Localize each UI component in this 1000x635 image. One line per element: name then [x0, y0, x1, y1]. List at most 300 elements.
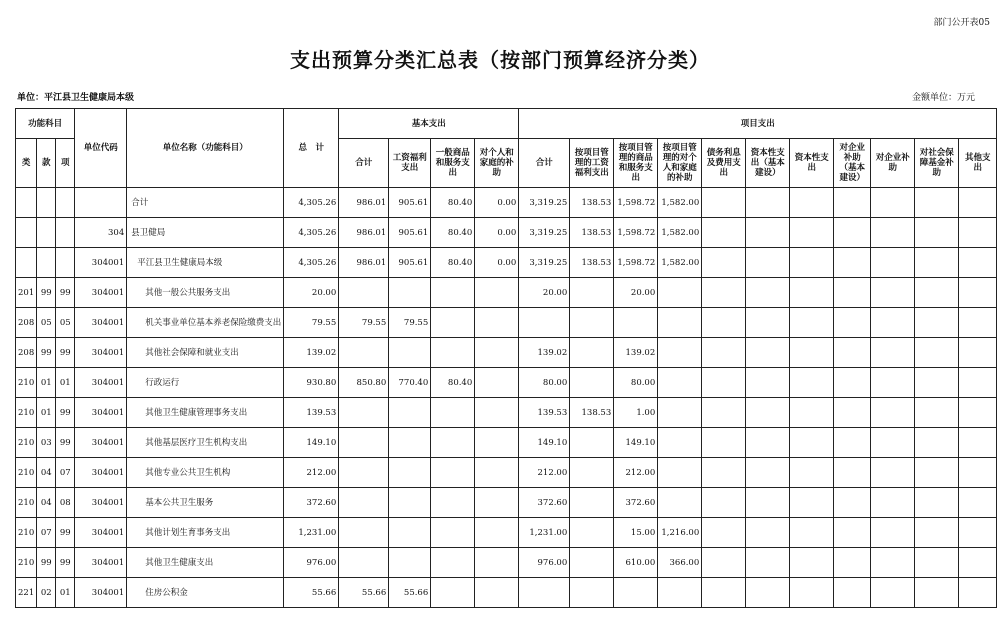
- table-row: [16, 458, 997, 488]
- kuan-cell: 99: [37, 548, 56, 578]
- func-subject-header: 功能科目: [16, 109, 75, 139]
- subsidy-cell: [475, 278, 519, 308]
- total-cell: 212.00: [284, 458, 339, 488]
- empty-cell: [871, 578, 915, 608]
- unit-code-cell: 304: [75, 218, 127, 248]
- xiang-header: 项: [56, 139, 75, 188]
- kuan-cell: 04: [37, 458, 56, 488]
- total-cell: 372.60: [284, 488, 339, 518]
- project-total-header: 合计: [519, 139, 570, 188]
- total-cell: 139.02: [284, 338, 339, 368]
- subsidy-cell: [475, 398, 519, 428]
- unit-name-cell: 机关事业单位基本养老保险缴费支出: [127, 308, 284, 338]
- subsidy-cell: [475, 578, 519, 608]
- empty-cell: [959, 428, 997, 458]
- project-subsidy-cell: [658, 398, 702, 428]
- xiang-cell: [56, 248, 75, 278]
- empty-cell: [959, 398, 997, 428]
- empty-cell: [746, 458, 790, 488]
- unit-code-cell: [75, 188, 127, 218]
- subsidy-cell: 0.00: [475, 218, 519, 248]
- table-row: [16, 518, 997, 548]
- kuan-cell: 03: [37, 428, 56, 458]
- subsidy-cell: 0.00: [475, 248, 519, 278]
- unit-code-cell: 304001: [75, 278, 127, 308]
- empty-cell: [959, 458, 997, 488]
- basic-total-cell: [339, 488, 389, 518]
- project-subsidy-cell: [658, 428, 702, 458]
- basic-total-cell: 850.80: [339, 368, 389, 398]
- table-row: [16, 188, 997, 218]
- xiang-cell: 99: [56, 548, 75, 578]
- lei-cell: 201: [16, 278, 37, 308]
- unit-code-cell: 304001: [75, 458, 127, 488]
- empty-cell: [746, 308, 790, 338]
- empty-cell: [959, 488, 997, 518]
- project-wage-cell: 138.53: [570, 188, 614, 218]
- empty-cell: [834, 248, 871, 278]
- goods-cell: [431, 338, 475, 368]
- unit-code-cell: 304001: [75, 578, 127, 608]
- empty-cell: [790, 338, 834, 368]
- goods-cell: [431, 518, 475, 548]
- project-goods-cell: [614, 578, 658, 608]
- lei-header: 类: [16, 139, 37, 188]
- empty-cell: [871, 368, 915, 398]
- empty-cell: [915, 578, 959, 608]
- goods-cell: [431, 278, 475, 308]
- subsidy-cell: [475, 368, 519, 398]
- project-total-cell: 20.00: [519, 278, 570, 308]
- project-subsidy-cell: [658, 458, 702, 488]
- empty-cell: [746, 398, 790, 428]
- wage-cell: [389, 428, 431, 458]
- wage-cell: 55.66: [389, 578, 431, 608]
- project-goods-header: 按项目管理的商品和服务支出: [614, 139, 658, 188]
- empty-cell: [871, 278, 915, 308]
- xiang-cell: 99: [56, 278, 75, 308]
- basic-total-cell: 55.66: [339, 578, 389, 608]
- subsidy-cell: [475, 428, 519, 458]
- unit-code-cell: 304001: [75, 368, 127, 398]
- goods-cell: [431, 398, 475, 428]
- empty-cell: [702, 188, 746, 218]
- empty-cell: [959, 368, 997, 398]
- empty-cell: [834, 518, 871, 548]
- debt-interest-header: 债务利息及费用支出: [702, 139, 746, 188]
- lei-cell: 210: [16, 518, 37, 548]
- unit-code-cell: 304001: [75, 428, 127, 458]
- subsidy-cell: [475, 338, 519, 368]
- capital-basic-header: 资本性支出（基本建设）: [746, 139, 790, 188]
- basic-total-header: 合计: [339, 139, 389, 188]
- project-subsidy-cell: [658, 368, 702, 398]
- enterprise-basic-header: 对企业补助（基本建设）: [834, 139, 871, 188]
- goods-cell: 80.40: [431, 218, 475, 248]
- project-total-cell: 139.53: [519, 398, 570, 428]
- lei-cell: 208: [16, 338, 37, 368]
- goods-cell: 80.40: [431, 188, 475, 218]
- empty-cell: [959, 578, 997, 608]
- empty-cell: [959, 278, 997, 308]
- kuan-cell: 04: [37, 488, 56, 518]
- project-wage-cell: [570, 458, 614, 488]
- basic-total-cell: 986.01: [339, 188, 389, 218]
- kuan-cell: 99: [37, 278, 56, 308]
- empty-cell: [790, 218, 834, 248]
- xiang-cell: [56, 218, 75, 248]
- table-row: [16, 488, 997, 518]
- empty-cell: [915, 188, 959, 218]
- empty-cell: [702, 398, 746, 428]
- subsidy-cell: [475, 458, 519, 488]
- kuan-cell: [37, 248, 56, 278]
- total-cell: 4,305.26: [284, 248, 339, 278]
- empty-cell: [915, 368, 959, 398]
- project-total-cell: 139.02: [519, 338, 570, 368]
- table-row: [16, 578, 997, 608]
- basic-total-cell: [339, 278, 389, 308]
- empty-cell: [834, 398, 871, 428]
- project-total-cell: 372.60: [519, 488, 570, 518]
- empty-cell: [790, 398, 834, 428]
- empty-cell: [871, 458, 915, 488]
- table-row: [16, 398, 997, 428]
- unit-name-cell: 其他社会保障和就业支出: [127, 338, 284, 368]
- basic-total-cell: [339, 398, 389, 428]
- project-wage-header: 按项目管理的工资福利支出: [570, 139, 614, 188]
- table-row: [16, 308, 997, 338]
- unit-name-cell: 平江县卫生健康局本级: [127, 248, 284, 278]
- empty-cell: [790, 488, 834, 518]
- subsidy-cell: 0.00: [475, 188, 519, 218]
- other-expense-header: 其他支出: [959, 139, 997, 188]
- total-cell: 930.80: [284, 368, 339, 398]
- empty-cell: [959, 218, 997, 248]
- kuan-cell: 01: [37, 368, 56, 398]
- empty-cell: [702, 488, 746, 518]
- basic-total-cell: 986.01: [339, 218, 389, 248]
- empty-cell: [959, 548, 997, 578]
- budget-table: [15, 108, 997, 608]
- project-total-cell: 212.00: [519, 458, 570, 488]
- project-wage-cell: [570, 428, 614, 458]
- lei-cell: 210: [16, 458, 37, 488]
- empty-cell: [834, 428, 871, 458]
- kuan-cell: 05: [37, 308, 56, 338]
- empty-cell: [790, 428, 834, 458]
- empty-cell: [915, 428, 959, 458]
- lei-cell: [16, 248, 37, 278]
- lei-cell: 210: [16, 398, 37, 428]
- project-subsidy-cell: 1,216.00: [658, 518, 702, 548]
- goods-cell: [431, 578, 475, 608]
- page-title: 支出预算分类汇总表（按部门预算经济分类）: [290, 48, 710, 72]
- empty-cell: [915, 278, 959, 308]
- project-wage-cell: [570, 578, 614, 608]
- project-wage-cell: [570, 488, 614, 518]
- project-wage-cell: 138.53: [570, 398, 614, 428]
- goods-cell: [431, 548, 475, 578]
- unit-code-cell: 304001: [75, 398, 127, 428]
- basic-total-cell: 79.55: [339, 308, 389, 338]
- empty-cell: [871, 188, 915, 218]
- xiang-cell: 07: [56, 458, 75, 488]
- unit-name-cell: 住房公积金: [127, 578, 284, 608]
- empty-cell: [959, 308, 997, 338]
- kuan-cell: 01: [37, 398, 56, 428]
- total-cell: 79.55: [284, 308, 339, 338]
- empty-cell: [871, 338, 915, 368]
- empty-cell: [746, 218, 790, 248]
- empty-cell: [834, 578, 871, 608]
- kuan-header: 款: [37, 139, 56, 188]
- project-subsidy-cell: [658, 278, 702, 308]
- form-number-label: 部门公开表05: [933, 18, 990, 28]
- empty-cell: [871, 218, 915, 248]
- table-row: [16, 338, 997, 368]
- basic-total-cell: 986.01: [339, 248, 389, 278]
- empty-cell: [915, 398, 959, 428]
- empty-cell: [915, 248, 959, 278]
- unit-code-cell: 304001: [75, 548, 127, 578]
- empty-cell: [834, 278, 871, 308]
- unit-name-cell: 其他计划生育事务支出: [127, 518, 284, 548]
- project-wage-cell: [570, 338, 614, 368]
- project-wage-cell: [570, 368, 614, 398]
- xiang-cell: 99: [56, 338, 75, 368]
- total-header: 总 计: [284, 109, 339, 188]
- project-goods-cell: 149.10: [614, 428, 658, 458]
- wage-cell: [389, 488, 431, 518]
- unit-name-cell: 合计: [127, 188, 284, 218]
- goods-cell: [431, 488, 475, 518]
- empty-cell: [871, 248, 915, 278]
- capital-header: 资本性支出: [790, 139, 834, 188]
- basic-total-cell: [339, 428, 389, 458]
- project-total-cell: [519, 308, 570, 338]
- empty-cell: [915, 218, 959, 248]
- xiang-cell: 99: [56, 428, 75, 458]
- project-goods-cell: 1,598.72: [614, 188, 658, 218]
- empty-cell: [746, 278, 790, 308]
- basic-expense-header: 基本支出: [339, 109, 519, 139]
- project-wage-cell: 138.53: [570, 248, 614, 278]
- empty-cell: [790, 308, 834, 338]
- empty-cell: [702, 278, 746, 308]
- project-wage-cell: [570, 278, 614, 308]
- project-subsidy-cell: 366.00: [658, 548, 702, 578]
- basic-total-cell: [339, 518, 389, 548]
- wage-cell: [389, 398, 431, 428]
- basic-total-cell: [339, 548, 389, 578]
- unit-name-cell: 其他卫生健康管理事务支出: [127, 398, 284, 428]
- project-wage-cell: [570, 548, 614, 578]
- project-total-cell: 3,319.25: [519, 188, 570, 218]
- goods-cell: [431, 458, 475, 488]
- wage-header: 工资福利支出: [389, 139, 431, 188]
- empty-cell: [790, 578, 834, 608]
- project-subsidy-cell: [658, 488, 702, 518]
- project-total-cell: 1,231.00: [519, 518, 570, 548]
- wage-cell: 79.55: [389, 308, 431, 338]
- xiang-cell: 99: [56, 518, 75, 548]
- project-goods-cell: [614, 308, 658, 338]
- unit-code-cell: 304001: [75, 308, 127, 338]
- empty-cell: [915, 488, 959, 518]
- empty-cell: [871, 428, 915, 458]
- xiang-cell: 01: [56, 368, 75, 398]
- wage-cell: 905.61: [389, 188, 431, 218]
- empty-cell: [790, 278, 834, 308]
- empty-cell: [746, 188, 790, 218]
- empty-cell: [746, 518, 790, 548]
- total-cell: 4,305.26: [284, 218, 339, 248]
- kuan-cell: 02: [37, 578, 56, 608]
- project-subsidy-cell: 1,582.00: [658, 218, 702, 248]
- wage-cell: [389, 338, 431, 368]
- project-goods-cell: 20.00: [614, 278, 658, 308]
- empty-cell: [702, 248, 746, 278]
- unit-name-cell: 基本公共卫生服务: [127, 488, 284, 518]
- empty-cell: [746, 338, 790, 368]
- empty-cell: [790, 548, 834, 578]
- lei-cell: 210: [16, 488, 37, 518]
- unit-name-cell: 其他专业公共卫生机构: [127, 458, 284, 488]
- subsidy-cell: [475, 518, 519, 548]
- subsidy-cell: [475, 308, 519, 338]
- empty-cell: [702, 308, 746, 338]
- project-subsidy-cell: [658, 578, 702, 608]
- project-wage-cell: [570, 518, 614, 548]
- empty-cell: [834, 218, 871, 248]
- empty-cell: [746, 248, 790, 278]
- project-goods-cell: 1,598.72: [614, 248, 658, 278]
- empty-cell: [959, 188, 997, 218]
- project-goods-cell: 212.00: [614, 458, 658, 488]
- unit-code-cell: 304001: [75, 248, 127, 278]
- project-total-cell: 3,319.25: [519, 218, 570, 248]
- project-wage-cell: [570, 308, 614, 338]
- unit-name-cell: 其他一般公共服务支出: [127, 278, 284, 308]
- subsidy-header: 对个人和家庭的补助: [475, 139, 519, 188]
- empty-cell: [871, 548, 915, 578]
- wage-cell: [389, 548, 431, 578]
- wage-cell: 770.40: [389, 368, 431, 398]
- empty-cell: [834, 458, 871, 488]
- amount-unit-label: 金额单位：万元: [911, 93, 975, 103]
- empty-cell: [702, 578, 746, 608]
- kuan-cell: [37, 218, 56, 248]
- unit-name-cell: 其他基层医疗卫生机构支出: [127, 428, 284, 458]
- project-goods-cell: 372.60: [614, 488, 658, 518]
- unit-code-cell: 304001: [75, 338, 127, 368]
- wage-cell: [389, 458, 431, 488]
- lei-cell: [16, 188, 37, 218]
- goods-header: 一般商品和服务支出: [431, 139, 475, 188]
- empty-cell: [915, 548, 959, 578]
- table-row: [16, 248, 997, 278]
- project-subsidy-cell: 1,582.00: [658, 248, 702, 278]
- empty-cell: [790, 458, 834, 488]
- empty-cell: [871, 488, 915, 518]
- empty-cell: [746, 368, 790, 398]
- empty-cell: [834, 188, 871, 218]
- empty-cell: [702, 518, 746, 548]
- lei-cell: 210: [16, 548, 37, 578]
- table-row: [16, 218, 997, 248]
- unit-label: 单位：平江县卫生健康局本级: [17, 93, 135, 103]
- unit-name-cell: 行政运行: [127, 368, 284, 398]
- basic-total-cell: [339, 338, 389, 368]
- total-cell: 1,231.00: [284, 518, 339, 548]
- empty-cell: [746, 578, 790, 608]
- empty-cell: [871, 398, 915, 428]
- project-total-cell: [519, 578, 570, 608]
- project-goods-cell: 1,598.72: [614, 218, 658, 248]
- empty-cell: [702, 338, 746, 368]
- project-expense-header: 项目支出: [519, 109, 997, 139]
- kuan-cell: 07: [37, 518, 56, 548]
- project-goods-cell: 139.02: [614, 338, 658, 368]
- enterprise-header: 对企业补助: [871, 139, 915, 188]
- project-total-cell: 149.10: [519, 428, 570, 458]
- xiang-cell: 99: [56, 398, 75, 428]
- basic-total-cell: [339, 458, 389, 488]
- empty-cell: [915, 518, 959, 548]
- lei-cell: 210: [16, 368, 37, 398]
- empty-cell: [790, 368, 834, 398]
- total-cell: 55.66: [284, 578, 339, 608]
- kuan-cell: [37, 188, 56, 218]
- empty-cell: [915, 308, 959, 338]
- lei-cell: 208: [16, 308, 37, 338]
- project-subsidy-cell: [658, 308, 702, 338]
- goods-cell: 80.40: [431, 368, 475, 398]
- project-goods-cell: 610.00: [614, 548, 658, 578]
- total-cell: 4,305.26: [284, 188, 339, 218]
- project-total-cell: 976.00: [519, 548, 570, 578]
- unit-code-cell: 304001: [75, 488, 127, 518]
- empty-cell: [834, 488, 871, 518]
- unit-name-cell: 县卫健局: [127, 218, 284, 248]
- project-total-cell: 3,319.25: [519, 248, 570, 278]
- empty-cell: [834, 308, 871, 338]
- project-subsidy-header: 按项目管理的对个人和家庭的补助: [658, 139, 702, 188]
- empty-cell: [790, 518, 834, 548]
- kuan-cell: 99: [37, 338, 56, 368]
- empty-cell: [702, 368, 746, 398]
- table-row: [16, 368, 997, 398]
- unit-code-cell: 304001: [75, 518, 127, 548]
- total-cell: 20.00: [284, 278, 339, 308]
- empty-cell: [871, 518, 915, 548]
- empty-cell: [959, 338, 997, 368]
- empty-cell: [702, 548, 746, 578]
- unit-code-header: 单位代码: [75, 109, 127, 188]
- goods-cell: 80.40: [431, 248, 475, 278]
- table-row: [16, 278, 997, 308]
- lei-cell: [16, 218, 37, 248]
- empty-cell: [834, 548, 871, 578]
- xiang-cell: 05: [56, 308, 75, 338]
- wage-cell: 905.61: [389, 218, 431, 248]
- empty-cell: [790, 188, 834, 218]
- unit-name-cell: 其他卫生健康支出: [127, 548, 284, 578]
- empty-cell: [790, 248, 834, 278]
- wage-cell: [389, 278, 431, 308]
- total-cell: 149.10: [284, 428, 339, 458]
